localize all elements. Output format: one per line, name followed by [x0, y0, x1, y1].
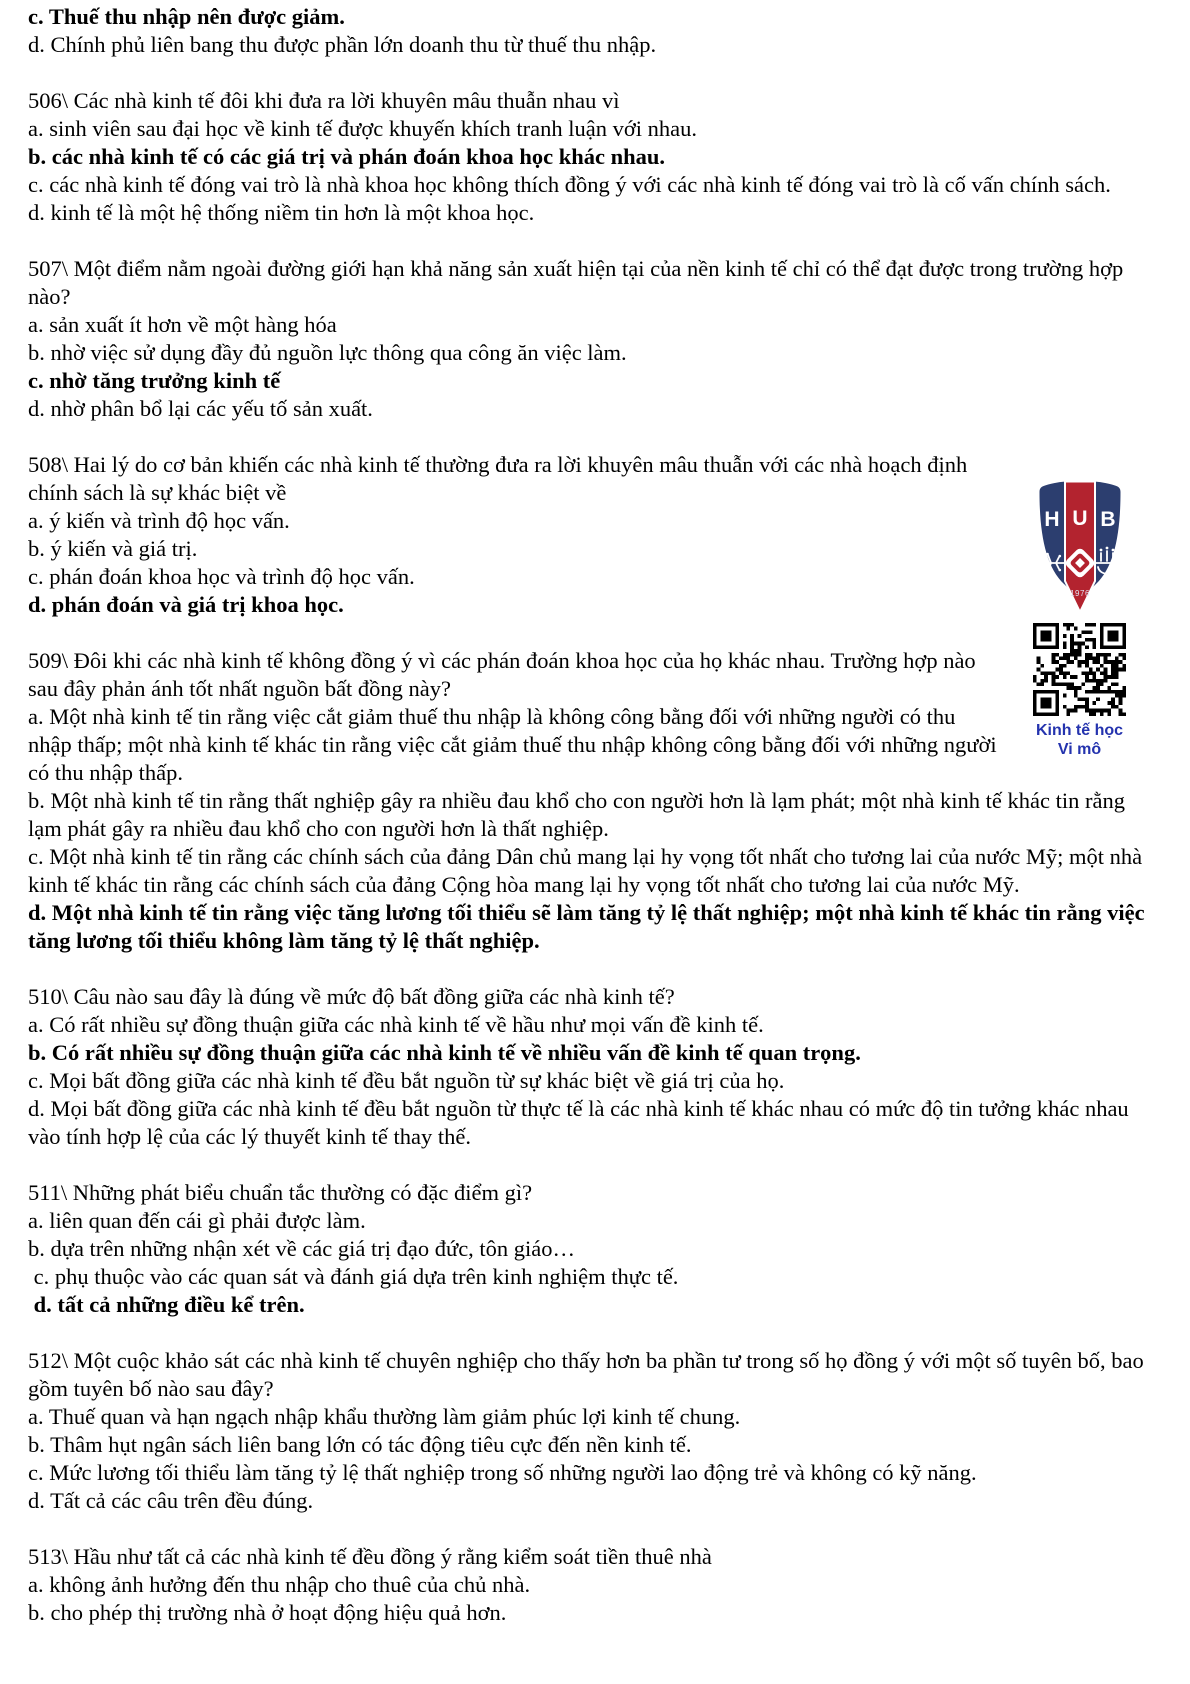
question-number: 513\ — [28, 1544, 69, 1569]
document-page — [28, 3, 1162, 1627]
question-stem: 512\ Một cuộc khảo sát các nhà kinh tế chuyên nghiệp cho thấy hơn ba phần tư trong số họ đồng ý với một số tuyên bố, bao gồm tuyên bố nào sau đây? — [28, 1348, 1150, 1401]
spacer-line — [28, 227, 1162, 255]
option-line: b. các nhà kinh tế có các giá trị và phán đoán khoa học khác nhau. — [28, 144, 665, 169]
question-number: 512\ — [28, 1348, 69, 1373]
spacer-line — [28, 1319, 1162, 1347]
qr-code-icon — [1033, 623, 1126, 716]
question-number: 510\ — [28, 984, 69, 1009]
spacer-line — [28, 59, 1162, 87]
option-line: c. phụ thuộc vào các quan sát và đánh giá dựa trên kinh nghiệm thực tế. — [28, 1264, 679, 1289]
option-line: b. ý kiến và giá trị. — [28, 536, 198, 561]
question-509 — [28, 647, 1162, 955]
logo-year: 1976 — [1069, 589, 1090, 598]
option-line: b. Một nhà kinh tế tin rằng thất nghiệp gây ra nhiều đau khổ cho con người hơn là lạm phát; một nhà kinh tế khác tin rằng lạm phát gây ra nhiều đau khổ cho con người hơn là thất nghiệp. — [28, 788, 1131, 841]
question-506 — [28, 87, 1162, 227]
option-line: a. Một nhà kinh tế tin rằng việc cắt giảm thuế thu nhập là không công bằng đối với những người có thu nhập thấp; một nhà kinh tế khác tin rằng việc cắt giảm thuế thu nhập không công bằng đối với những người có thu nhập thấp. — [28, 704, 1003, 785]
question-stem: 508\ Hai lý do cơ bản khiến các nhà kinh tế thường đưa ra lời khuyên mâu thuẫn với các nhà hoạch định chính sách là sự khác biệt về — [28, 452, 973, 505]
question-number: 506\ — [28, 88, 69, 113]
question-stem: 513\ Hầu như tất cả các nhà kinh tế đều đồng ý rằng kiểm soát tiền thuê nhà — [28, 1544, 712, 1569]
question-stem: 507\ Một điểm nằm ngoài đường giới hạn khả năng sản xuất hiện tại của nền kinh tế chỉ có thể đạt được trong trường hợp nào? — [28, 256, 1129, 309]
question-number: 511\ — [28, 1180, 68, 1205]
option-line: a. liên quan đến cái gì phải được làm. — [28, 1208, 366, 1233]
question-507 — [28, 255, 1162, 423]
spacer-line — [28, 1151, 1162, 1179]
spacer-line — [28, 619, 1162, 647]
option-line: a. Thuế quan và hạn ngạch nhập khẩu thường làm giảm phúc lợi kinh tế chung. — [28, 1404, 741, 1429]
option-line: a. sản xuất ít hơn về một hàng hóa — [28, 312, 337, 337]
question-stem: 506\ Các nhà kinh tế đôi khi đưa ra lời khuyên mâu thuẫn nhau vì — [28, 88, 620, 113]
logo-letter-h: H — [1043, 508, 1060, 531]
spacer-line — [28, 955, 1162, 983]
option-line: b. cho phép thị trường nhà ở hoạt động hiệu quả hơn. — [28, 1600, 507, 1625]
question-512 — [28, 1347, 1162, 1515]
option-line: c. Một nhà kinh tế tin rằng các chính sách của đảng Dân chủ mang lại hy vọng tốt nhất cho tương lai của nước Mỹ; một nhà kinh tế khác tin rằng các chính sách của đảng Cộng hòa mang lại hy vọng tốt nhất cho tương lai của nước Mỹ. — [28, 844, 1148, 897]
qr-label-line2: Vi mô — [1057, 741, 1102, 758]
spacer-line — [28, 1515, 1162, 1543]
option-line: c. nhờ tăng trưởng kinh tế — [28, 368, 281, 393]
option-line: a. không ảnh hưởng đến thu nhập cho thuê của chủ nhà. — [28, 1572, 531, 1597]
question-513 — [28, 1543, 1162, 1627]
option-line: d. Một nhà kinh tế tin rằng việc tăng lương tối thiểu sẽ làm tăng tỷ lệ thất nghiệp; một nhà kinh tế khác tin rằng việc tăng lương tối thiểu không làm tăng tỷ lệ thất nghiệp. — [28, 900, 1151, 953]
option-line: a. Có rất nhiều sự đồng thuận giữa các nhà kinh tế về hầu như mọi vấn đề kinh tế. — [28, 1012, 764, 1037]
option-line: a. ý kiến và trình độ học vấn. — [28, 508, 290, 533]
option-line: d. tất cả những điều kể trên. — [28, 1292, 305, 1317]
question-510 — [28, 983, 1162, 1151]
question-stem: 509\ Đôi khi các nhà kinh tế không đồng ý vì các phán đoán khoa học của họ khác nhau. Trường hợp nào sau đây phản ánh tốt nhất nguồn bất đồng này? — [28, 648, 982, 701]
option-line: d. Mọi bất đồng giữa các nhà kinh tế đều bắt nguồn từ thực tế là các nhà kinh tế khác nhau có mức độ tin tưởng khác nhau vào tính hợp lệ của các lý thuyết kinh tế thay thế. — [28, 1096, 1135, 1149]
intro-options — [28, 3, 1162, 59]
option-line: c. phán đoán khoa học và trình độ học vấn. — [28, 564, 415, 589]
hub-university-logo-icon — [1034, 479, 1126, 617]
intro-option-line: c. Thuế thu nhập nên được giảm. — [28, 4, 345, 29]
option-line: b. dựa trên những nhận xét về các giá trị đạo đức, tôn giáo… — [28, 1236, 576, 1261]
option-line: d. Tất cả các câu trên đều đúng. — [28, 1488, 314, 1513]
option-line: b. nhờ việc sử dụng đầy đủ nguồn lực thông qua công ăn việc làm. — [28, 340, 627, 365]
question-number: 508\ — [28, 452, 69, 477]
qr-label-line1: Kinh tế học — [1035, 722, 1124, 739]
spacer-line — [28, 423, 1162, 451]
option-line: d. phán đoán và giá trị khoa học. — [28, 592, 344, 617]
badge-column — [1033, 479, 1126, 759]
option-line: c. Mức lương tối thiểu làm tăng tỷ lệ thất nghiệp trong số những người lao động trẻ và không có kỹ năng. — [28, 1460, 977, 1485]
option-line: c. Mọi bất đồng giữa các nhà kinh tế đều bắt nguồn từ sự khác biệt về giá trị của họ. — [28, 1068, 785, 1093]
question-list — [28, 59, 1162, 1627]
option-line: d. nhờ phân bổ lại các yếu tố sản xuất. — [28, 396, 373, 421]
logo-letter-b: B — [1099, 508, 1116, 531]
logo-letter-u: U — [1071, 507, 1088, 530]
question-511 — [28, 1179, 1162, 1319]
question-number: 507\ — [28, 256, 69, 281]
option-line: d. kinh tế là một hệ thống niềm tin hơn là một khoa học. — [28, 200, 535, 225]
intro-option-line: d. Chính phủ liên bang thu được phần lớn doanh thu từ thuế thu nhập. — [28, 32, 657, 57]
question-stem: 511\ Những phát biểu chuẩn tắc thường có đặc điểm gì? — [28, 1180, 533, 1205]
question-stem: 510\ Câu nào sau đây là đúng về mức độ bất đồng giữa các nhà kinh tế? — [28, 984, 675, 1009]
option-line: b. Thâm hụt ngân sách liên bang lớn có tác động tiêu cực đến nền kinh tế. — [28, 1432, 692, 1457]
option-line: c. các nhà kinh tế đóng vai trò là nhà khoa học không thích đồng ý với các nhà kinh tế đóng vai trò là cố vấn chính sách. — [28, 172, 1111, 197]
question-number: 509\ — [28, 648, 69, 673]
option-line: b. Có rất nhiều sự đồng thuận giữa các nhà kinh tế về nhiều vấn đề kinh tế quan trọng. — [28, 1040, 861, 1065]
option-line: a. sinh viên sau đại học về kinh tế được khuyến khích tranh luận với nhau. — [28, 116, 697, 141]
university-badge — [1004, 451, 1162, 759]
